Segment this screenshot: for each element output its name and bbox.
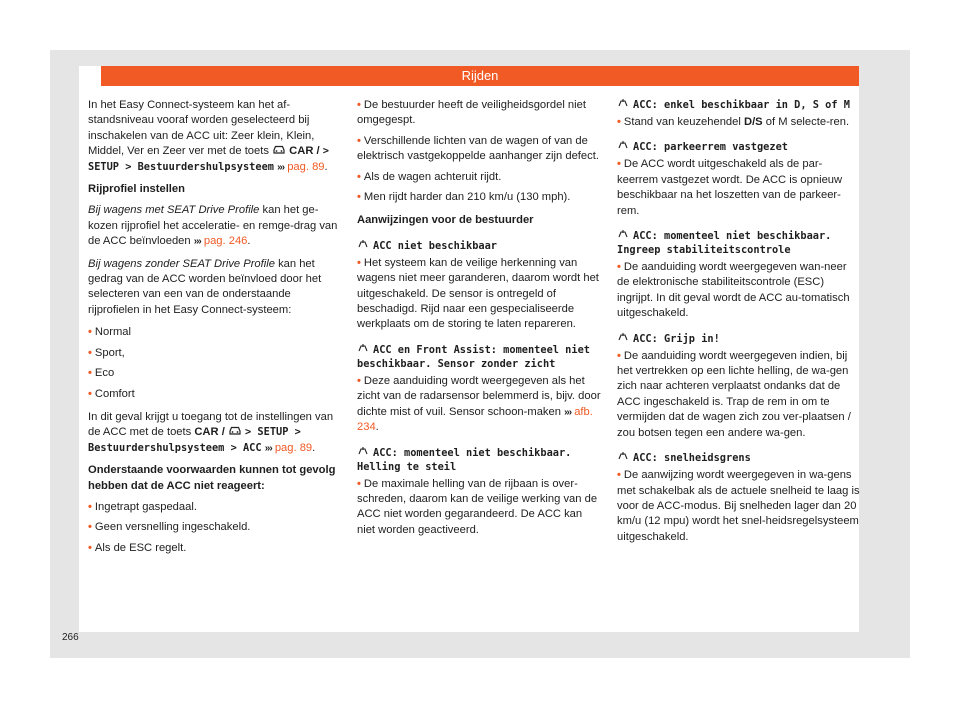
- list-item: • Comfort: [88, 387, 135, 400]
- intro-paragraph: In het Easy Connect-systeem kan het af-standsniveau vooraf worden geselecteerd bij inschakelen van de ACC uit: Zeer klein, Klein, Middel, Ver en Zeer ver met de toets CAR / > SETUP > Bestuurdershulpsysteem ››› pag. 89.: [88, 99, 329, 173]
- column-2: [357, 98, 603, 543]
- voorwaarden-heading: Onderstaande voorwaarden kunnen tot gevolg hebben dat de ACC niet reageert:: [88, 464, 336, 492]
- warning-title: ACC niet beschikbaar: [357, 239, 603, 253]
- list-item: • Geen versnelling ingeschakeld.: [88, 521, 251, 534]
- list-item: • Als de wagen achteruit rijdt.: [357, 170, 502, 183]
- rijprofiel-heading: Rijprofiel instellen: [88, 183, 185, 196]
- acc-warning-icon: [357, 446, 369, 457]
- acc-warning-icon: [617, 229, 629, 240]
- warning-title: ACC: enkel beschikbaar in D, S of M: [617, 98, 862, 112]
- list-item: • Men rijdt harder dan 210 km/u (130 mph).: [357, 191, 571, 204]
- menu-path: > SETUP > Bestuurdershulpsysteem: [88, 145, 329, 173]
- car-key-label: CAR: [289, 145, 314, 158]
- seat-profile-paragraph: Bij wagens met SEAT Drive Profile kan het ge-kozen rijprofiel het acceleratie- en remge-drag van de ACC beïnvloeden ››› pag. 246.: [88, 204, 338, 248]
- list-item: • Sport,: [88, 346, 125, 359]
- warning-title: ACC: parkeerrem vastgezet: [617, 140, 862, 154]
- list-item: • Stand van keuzehendel D/S of M selecte-ren.: [617, 116, 850, 128]
- warning-title: ACC: momenteel niet beschikbaar. Ingreep stabiliteitscontrole: [617, 230, 832, 257]
- acc-warning-icon: [617, 451, 629, 462]
- list-item: • Als de ESC regelt.: [88, 541, 187, 554]
- list-item: • De aanduiding wordt weergegeven indien, bij het vertrekken op een lichte helling, de wa-gen zich naar achteren verplaatst ondanks dat de ACC ingeschakeld is. Trap de rem in om te vermijden dat de wagen zich zou ver-plaatsen / zou botsen tegen een andere wa-gen.: [617, 349, 851, 439]
- page-ref-link[interactable]: pag. 89: [274, 441, 313, 454]
- acc-warning-icon: [357, 239, 369, 250]
- list-item: • De ACC wordt uitgeschakeld als de par-keerrem vastgezet wordt. De ACC is opnieuw beschikbaar na het loszetten van de parkeer-rem.: [617, 158, 843, 217]
- list-item: • Ingetrapt gaspedaal.: [88, 500, 197, 513]
- list-item: • Eco: [88, 367, 115, 380]
- warning-title: ACC: snelheidsgrens: [617, 451, 862, 465]
- acc-warning-icon: [357, 343, 369, 354]
- list-item: • De aanwijzing wordt weergegeven in wa-gens met schakelbak als de actuele snelheid te laag is voor de ACC-modus. Bij snelheden lager dan 20 km/u (12 mpu) wordt het snel-heidsregelsysteem uitgeschakeld.: [617, 469, 860, 543]
- column-3: [617, 98, 862, 550]
- menu-path: > SETUP > Bestuurdershulpsysteem > ACC: [88, 426, 301, 454]
- list-item: • De maximale helling van de rijbaan is over-schreden, daarom kan de veilige werking van de ACC niet worden gegarandeerd. De ACC kan niet worden geactiveerd.: [357, 477, 598, 536]
- warning-title: ACC: momenteel niet beschikbaar. Helling te steil: [357, 446, 572, 473]
- list-item: • Deze aanduiding wordt weergegeven als het zicht van de radarsensor belemmerd is, bijv. door dichte mist of vuil. Sensor schoon-maken ››› afb. 234.: [357, 374, 601, 434]
- list-item: • De bestuurder heeft de veiligheidsgordel niet omgegespt.: [357, 99, 586, 127]
- page-ref-link[interactable]: pag. 89: [287, 160, 325, 173]
- page-ref-link[interactable]: pag. 246: [203, 235, 248, 248]
- noseat-profile-paragraph: Bij wagens zonder SEAT Drive Profile kan het gedrag van de ACC worden beïnvloed door het selecteren van een van de onderstaande rijprofielen in het Easy Connect-systeem:: [88, 257, 322, 316]
- warning-title: ACC: Grijp in!: [617, 332, 862, 346]
- warning-title: ACC en Front Assist: momenteel niet beschikbaar. Sensor zonder zicht: [357, 343, 590, 370]
- list-item: • Het systeem kan de veilige herkenning van wagens niet meer garanderen, daarom wordt het uitgeschakeld. De sensor is ontregeld of beschadigd. Rijd naar een gespecialiseerde werkplaats om de storing te laten repareren.: [357, 256, 599, 331]
- list-item: • De aanduiding wordt weergegeven wan-neer de elektronische stabiliteitscontrole (ESC) ingrijpt. In dit geval wordt de ACC au-tomatisch uitgeschakeld.: [617, 261, 850, 320]
- car-menu-icon: [228, 425, 242, 436]
- page-number: 266: [62, 632, 79, 643]
- car-menu-icon: [272, 144, 286, 155]
- acc-warning-icon: [617, 332, 629, 343]
- acc-warning-icon: [617, 98, 629, 109]
- column-1: [88, 98, 344, 561]
- settings-paragraph: In dit geval krijgt u toegang tot de instellingen van de ACC met de toets CAR / > SETUP > Bestuurdershulpsysteem > ACC ››› pag. 89.: [88, 410, 334, 454]
- list-item: • Normal: [88, 326, 131, 339]
- chapter-header: Rijden: [101, 66, 859, 86]
- acc-warning-icon: [617, 140, 629, 151]
- aanwijzingen-heading: Aanwijzingen voor de bestuurder: [357, 214, 534, 227]
- list-item: • Verschillende lichten van de wagen of van de elektrisch vastgekoppelde aanhanger zijn defect.: [357, 134, 599, 163]
- figure-ref-link[interactable]: afb. 234: [357, 405, 593, 434]
